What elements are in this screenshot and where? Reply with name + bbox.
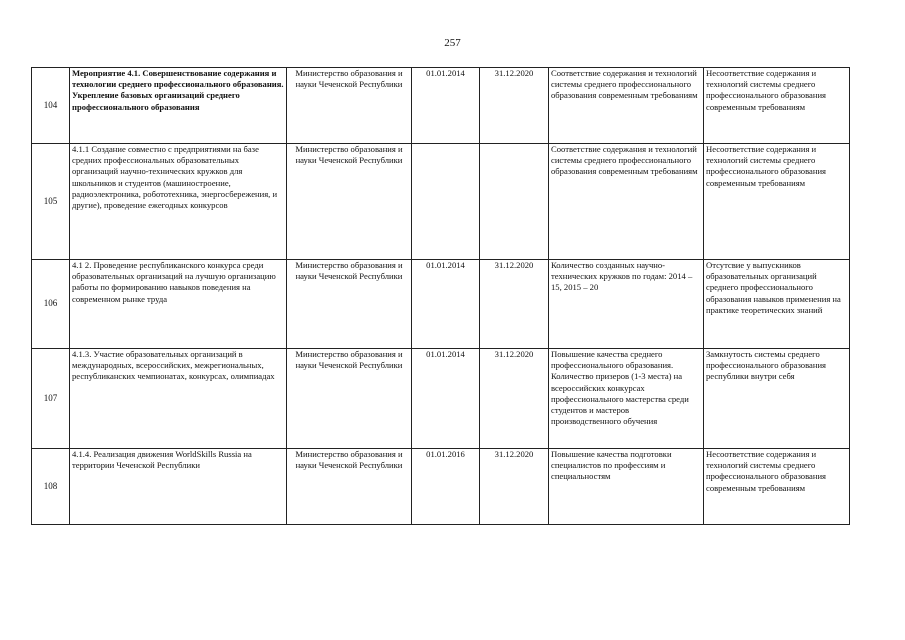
result-cell: Повышение качества подготовки специалистов по профессиям и специальностям <box>549 449 704 525</box>
end-date-cell: 31.12.2020 <box>480 449 549 525</box>
executor-cell: Министерство образования и науки Чеченской Республики <box>287 68 412 144</box>
start-date-cell: 01.01.2014 <box>412 68 480 144</box>
start-date-cell: 01.01.2014 <box>412 349 480 449</box>
table-row <box>32 449 850 525</box>
row-number-cell: 106 <box>32 260 70 349</box>
risk-cell: Замкнутость системы среднего профессионального образования республики внутри себя <box>704 349 850 449</box>
result-cell: Соответствие содержания и технологий системы среднего профессионального образования современным требованиям <box>549 144 704 260</box>
table-row <box>32 68 850 144</box>
activity-cell: 4.1.4. Реализация движения WorldSkills Russia на территории Чеченской Республики <box>70 449 287 525</box>
risk-cell: Несоответствие содержания и технологий системы среднего профессионального образования современным требованиям <box>704 144 850 260</box>
risk-cell: Несоответствие содержания и технологий системы среднего профессионального образования современным требованиям <box>704 449 850 525</box>
row-number-cell: 105 <box>32 144 70 260</box>
executor-cell: Министерство образования и науки Чеченской Республики <box>287 449 412 525</box>
executor-cell: Министерство образования и науки Чеченской Республики <box>287 144 412 260</box>
table-row <box>32 144 850 260</box>
activities-table <box>31 67 850 525</box>
activity-cell: Мероприятие 4.1. Совершенствование содержания и технологии среднего профессионального образования. Укрепление базовых организаций среднего профессионального образования <box>70 68 287 144</box>
result-cell: Количество созданных научно-технических кружков по годам: 2014 – 15, 2015 – 20 <box>549 260 704 349</box>
start-date-cell <box>412 144 480 260</box>
activity-cell: 4.1.1 Создание совместно с предприятиями на базе средних профессиональных образовательных организаций научно-технических кружков для школьников и студентов (машиностроение, радиоэлектроника, робототехника, энергосбережения, и другие), проведение ежегодных конкурсов <box>70 144 287 260</box>
end-date-cell: 31.12.2020 <box>480 260 549 349</box>
end-date-cell: 31.12.2020 <box>480 349 549 449</box>
table-row <box>32 260 850 349</box>
table-row <box>32 349 850 449</box>
start-date-cell: 01.01.2016 <box>412 449 480 525</box>
row-number-cell: 107 <box>32 349 70 449</box>
result-cell: Повышение качества среднего профессионального образования. Количество призеров (1-3 места) на всероссийских конкурсах профессионального мастерства среди студентов и мастеров производственного обучения <box>549 349 704 449</box>
executor-cell: Министерство образования и науки Чеченской Республики <box>287 349 412 449</box>
risk-cell: Несоответствие содержания и технологий системы среднего профессионального образования современным требованиям <box>704 68 850 144</box>
risk-cell: Отсутсвие у выпускников образовательных организаций среднего профессионального образования навыков применения на практике теоретических знаний <box>704 260 850 349</box>
activity-cell: 4.1.3. Участие образовательных организаций в международных, всероссийских, межрегиональных, республиканских чемпионатах, конкурсах, олимпиадах <box>70 349 287 449</box>
page-number: 257 <box>444 37 461 49</box>
row-number-cell: 104 <box>32 68 70 144</box>
executor-cell: Министерство образования и науки Чеченской Республики <box>287 260 412 349</box>
start-date-cell: 01.01.2014 <box>412 260 480 349</box>
row-number-cell: 108 <box>32 449 70 525</box>
end-date-cell: 31.12.2020 <box>480 68 549 144</box>
end-date-cell <box>480 144 549 260</box>
result-cell: Соответствие содержания и технологий системы среднего профессионального образования современным требованиям <box>549 68 704 144</box>
activity-cell: 4.1 2. Проведение республиканского конкурса среди образовательных организаций на лучшую организацию работы по формированию навыков поведения на современном рынке труда <box>70 260 287 349</box>
